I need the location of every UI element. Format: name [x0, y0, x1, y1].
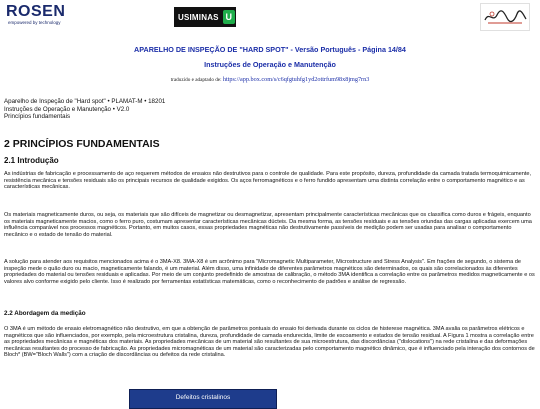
translation-credit	[0, 76, 540, 83]
signature-logo-icon	[480, 3, 530, 31]
rosen-logo	[6, 4, 65, 26]
figure-label: Defeitos cristalinos	[175, 394, 231, 401]
meta-line-device: Aparelho de Inspeção de "Hard spot" • PLAMAT-M • 18201	[4, 98, 166, 105]
usiminas-logo	[174, 7, 236, 27]
crystal-defects-figure	[129, 389, 277, 409]
meta-line-manual: Instruções de Operação e Manutenção • V2.0	[4, 105, 130, 113]
paragraph-intro-3: A solução para atender aos requisitos mencionados acima é o 3MA-X8. 3MA-X8 é um acrônimo para "Micromagnetic Multiparameter, Microstructure and Stress Analysis". Em frações de segundo, o sistema de inspeção mede o quão duro ou macio, magneticamente falando, é um material. Além disso, uma infinidade de diferentes parâmetros magnéticos são determinados, os quais são correlacionados às diferentes propriedades do material ou tensões residuais e aplicadas. Por meio de um conjunto predefinido de amostras de calibração, o método 3MA identifica a correlação entre os parâmetros medidos magneticamente e os valores alvo conforme exigido pelo cliente. Isso é realizado por ferramentas estatísticas matemáticas, como o reconhecimento de padrões e análise de regressão.	[4, 259, 535, 285]
paragraph-approach: O 3MA é um método de ensaio eletromagnético não destrutivo, em que a obtenção de parâmetros pontuais do ensaio foi derivada durante os ciclos de histerese magnética. 3MA avalia os parâmetros elétricos e magnéticos que são influenciados, por exemplo, pela microestrutura cristalina, dureza, profundidade de camada endurecida, limite de escoamento e estados de tensão residual. A Figura 1 mostra a correlação entre as propriedades mecânicas e magnéticas dos materiais. As propriedades mecânicas de um material são resultantes de sua microestrutura, das discordâncias ("dislocations") na rede cristalina e das deformações mecânicas resultantes do processo de fabricação. As propriedades micromagnéticas de um material são caracterizadas pelo comportamento magnético dinâmico, que é influenciado pela interação dos contornos de Bloch* (BW="Bloch Walls") com a criação de discordâncias ou defeitos da rede cristalina.	[4, 326, 535, 358]
page-subtitle: Instruções de Operação e Manutenção	[204, 60, 336, 69]
usiminas-logo-name: USIMINAS	[178, 12, 219, 22]
paragraph-intro-1: As indústrias de fabricação e processamento de aço requerem métodos de ensaios não destrutivos para o controle de qualidade. Para este propósito, dureza, profundidade da camada tratada termoquimicamente, resistência mecânica e tensões residuais são os principais recursos de qualidade exigidos. Os aços ferromagnéticos e o ferro fundido apresentam uma distinta correlação entre o comportamento magnético e as características mecânicas.	[4, 171, 532, 190]
page-title: APARELHO DE INSPEÇÃO DE "HARD SPOT" - Versão Português - Página 14/84	[134, 45, 406, 54]
paragraph-intro-2: Os materiais magneticamente duros, ou seja, os materiais que são difíceis de magnetizar ou desmagnetizar, apresentam principalmente características mecânicas que os classifica como duros e frágeis, enquanto os materiais magneticamente macios, como o ferro puro, costumam apresentar características mecânicas dúcteis. Da mesma forma, as tensões residuais e as tensões oriundas das cargas aplicadas exercem uma influência comparável nos processos magnéticos. Portanto, em muitos casos, essas propriedades magnéticas não destrutivamente passíveis de medição podem ser usadas para analisar o comportamento mecânico e o estado de tensão do material.	[4, 212, 532, 238]
usiminas-u-icon: U	[223, 10, 235, 24]
meta-line-chapter: Princípios fundamentais	[4, 113, 71, 121]
credit-prefix: traduzido e adaptado de:	[170, 77, 222, 83]
document-meta	[4, 98, 165, 121]
subsection-heading-intro: 2.1 Introdução	[4, 156, 59, 165]
section-heading: 2 PRINCÍPIOS FUNDAMENTAIS	[4, 138, 160, 150]
rosen-logo-tagline: empowered by technology	[8, 20, 61, 25]
source-link[interactable]: https://app.box.com/s/c6qfgtuhfg1yd2ottrfum98x8jmg7rn3	[222, 76, 370, 83]
rosen-logo-name: ROSEN	[6, 3, 66, 20]
logo-bar	[0, 0, 540, 34]
subsection-heading-approach: 2.2 Abordagem da medição	[4, 310, 86, 317]
